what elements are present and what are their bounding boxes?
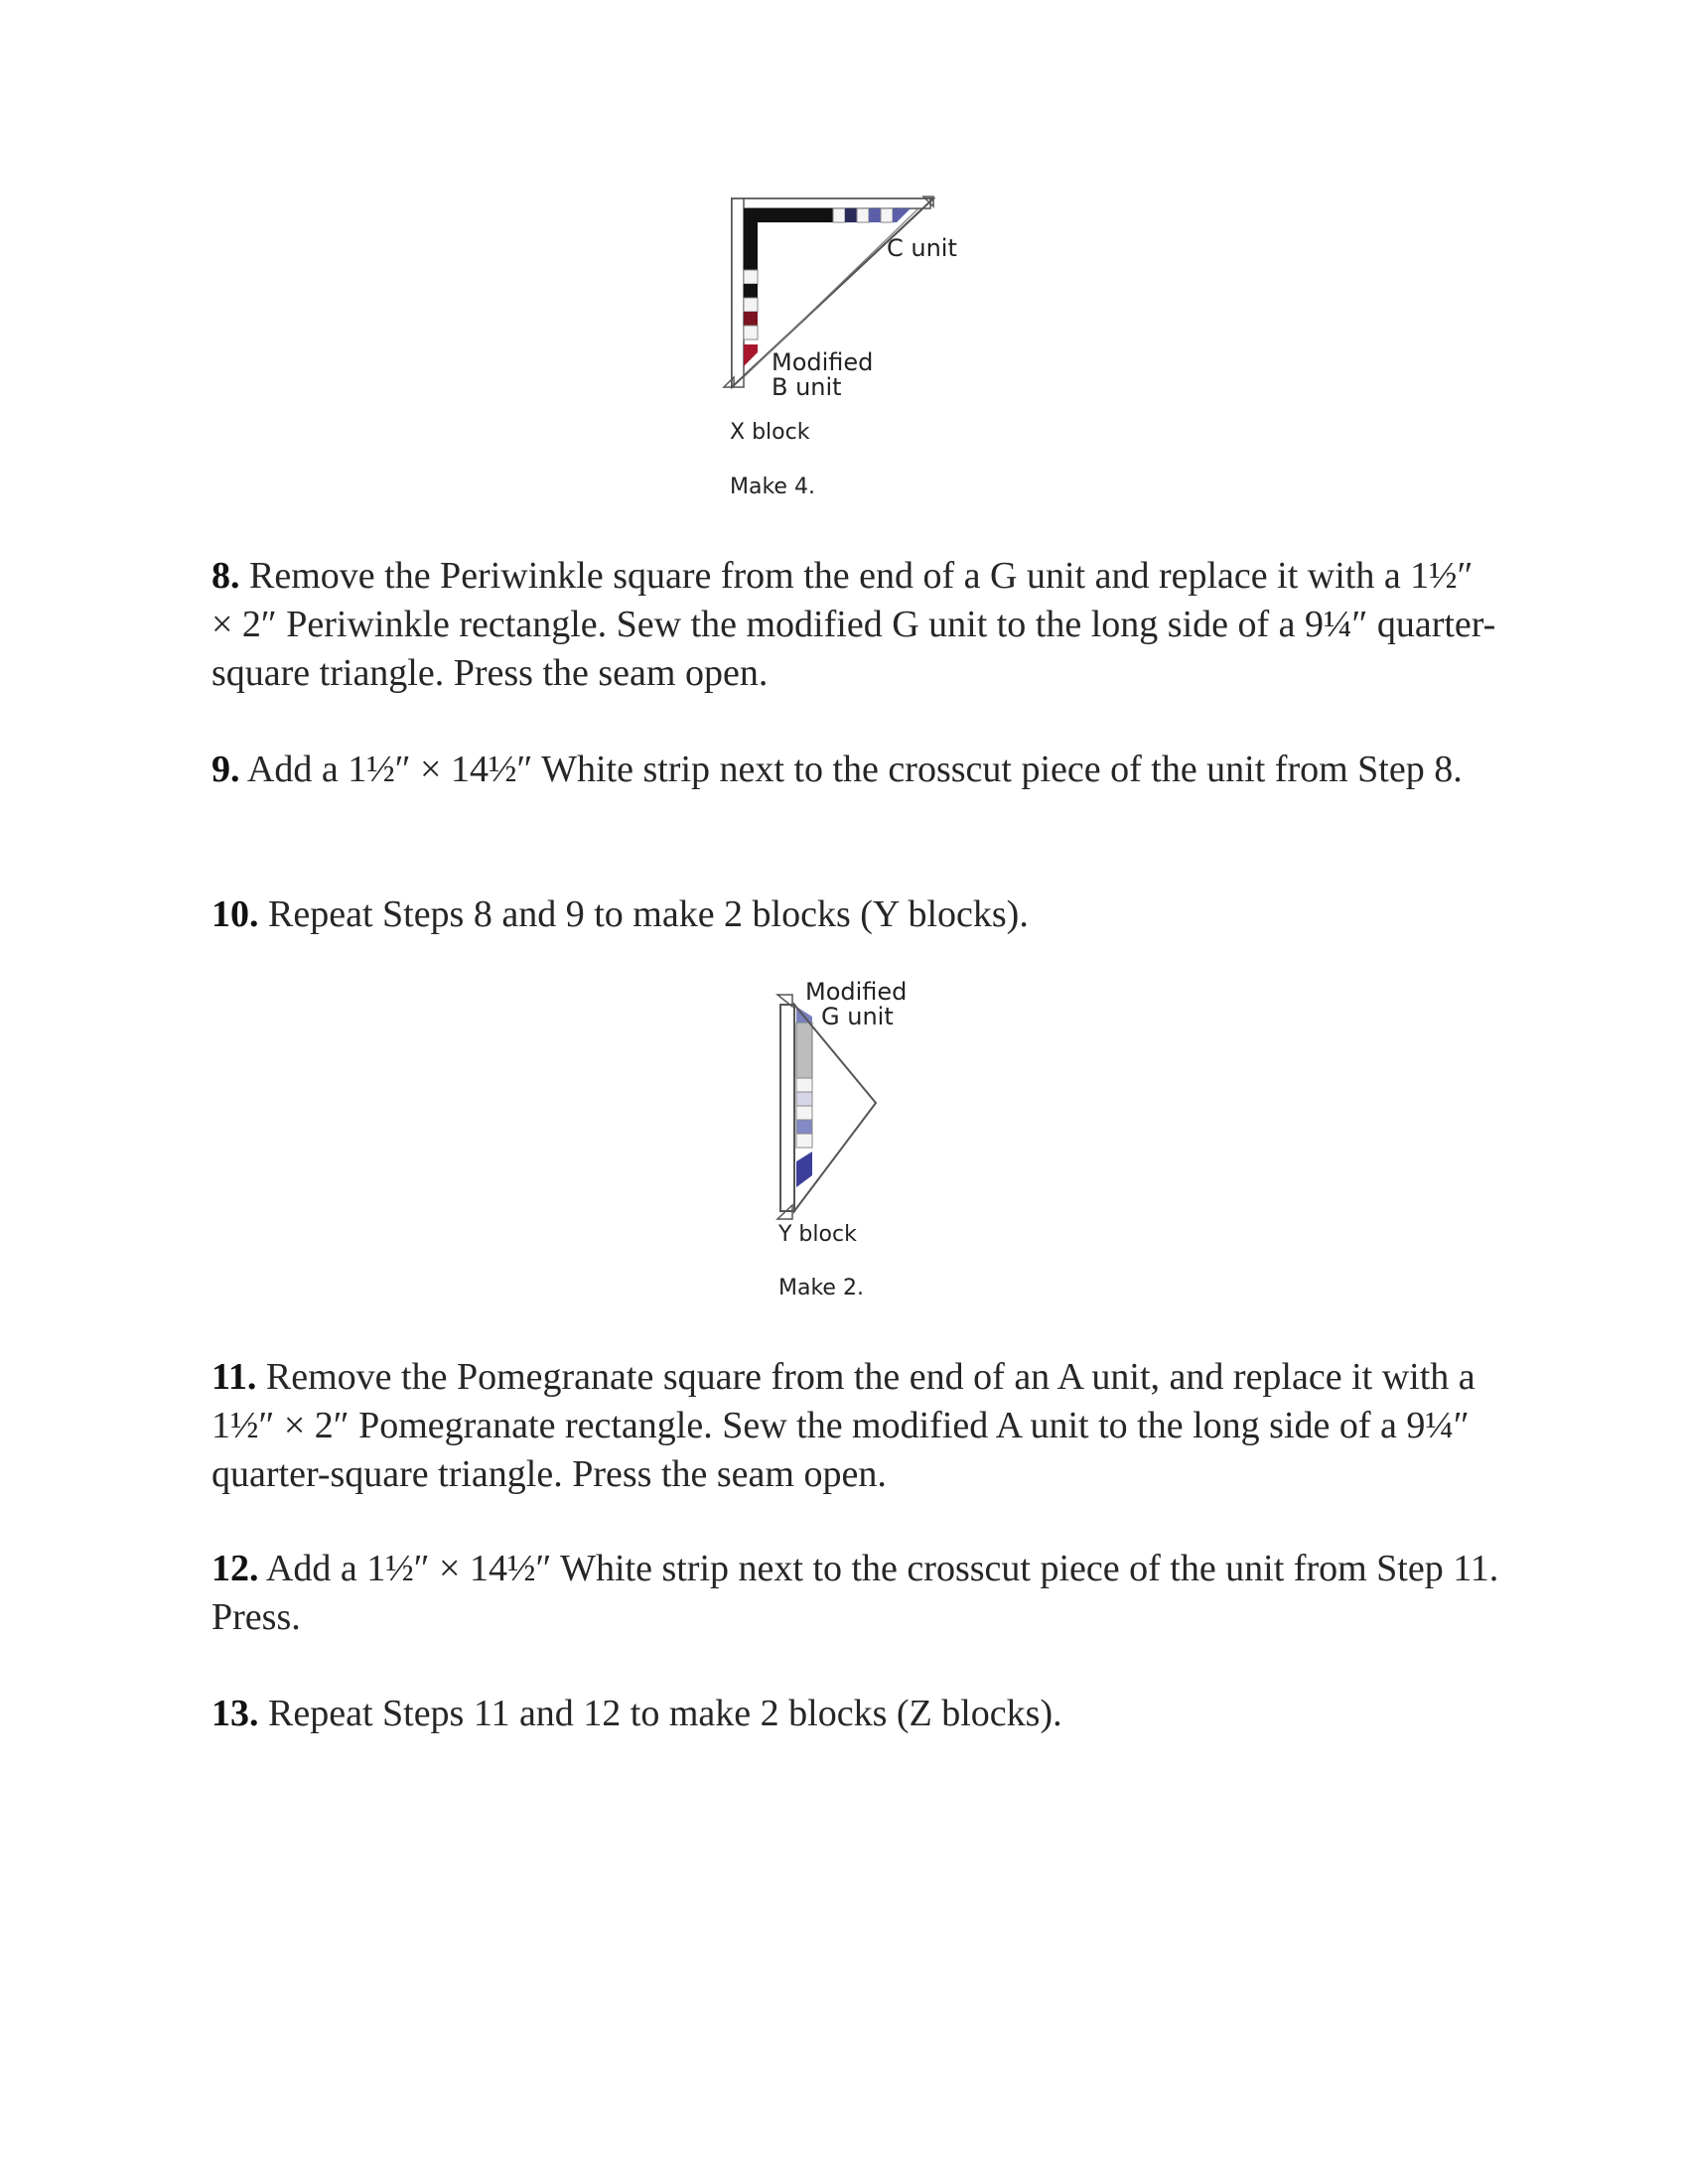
y-block-caption: Y block [778, 1222, 857, 1247]
y-block-make-count: Make 2. [778, 1276, 864, 1300]
modified-b-label-line2: B unit [772, 373, 842, 401]
step-13 [211, 1690, 1502, 1738]
step-12 [211, 1545, 1502, 1642]
modified-g-label-line2: G unit [821, 1003, 894, 1030]
step-10 [211, 890, 1502, 939]
x-block-make-count: Make 4. [730, 475, 815, 499]
step-12-number: 12. [211, 1548, 259, 1589]
step-13-number: 13. [211, 1693, 259, 1734]
c-unit-label: C unit [887, 234, 957, 262]
step-12-text: Add a 1½″ × 14½″ White strip next to the crosscut piece of the unit from Step 11. Press. [211, 1548, 1499, 1638]
step-9-text: Add a 1½″ × 14½″ White strip next to the crosscut piece of the unit from Step 8. [246, 749, 1463, 790]
modified-b-label-line1: Modified [772, 348, 874, 376]
step-9-number: 9. [211, 749, 240, 790]
step-8-text: Remove the Periwinkle square from the end of a G unit and replace it with a 1½″ × 2″ Periwinkle rectangle. Sew the modified G unit to the long side of a 9¼″ quarter-square triangle. Press the seam open. [211, 555, 1496, 694]
step-10-number: 10. [211, 893, 259, 935]
step-10-text: Repeat Steps 8 and 9 to make 2 blocks (Y blocks). [268, 893, 1029, 935]
step-9 [211, 746, 1502, 794]
step-8-number: 8. [211, 555, 240, 597]
step-13-text: Repeat Steps 11 and 12 to make 2 blocks (Z blocks). [268, 1693, 1062, 1734]
step-11-text: Remove the Pomegranate square from the end of an A unit, and replace it with a 1½″ × 2″ Pomegranate rectangle. Sew the modified A unit to the long side of a 9¼″ quarter-square triangle. Press the seam open. [211, 1356, 1476, 1495]
modified-g-label-line1: Modified [805, 978, 908, 1006]
step-11 [211, 1353, 1502, 1499]
step-8 [211, 552, 1502, 698]
x-block-caption: X block [730, 420, 810, 445]
step-11-number: 11. [211, 1356, 257, 1398]
